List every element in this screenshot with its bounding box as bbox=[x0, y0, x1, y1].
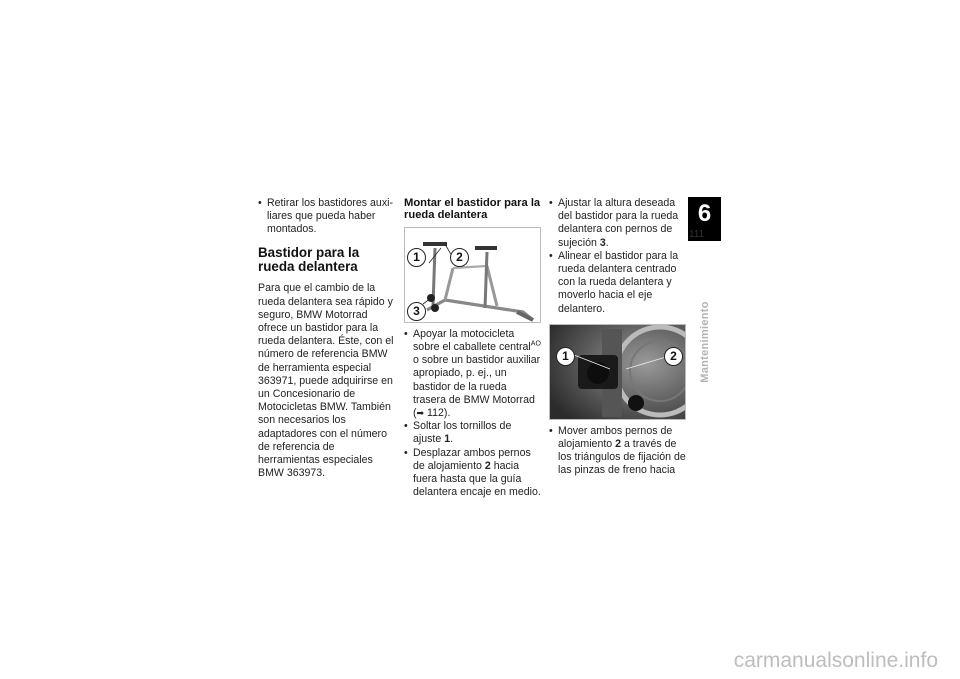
list-item: • Mover ambos pernos de alojamiento 2 a través de los triángulos de fijación de las pinzas de freno hacia bbox=[549, 425, 686, 478]
arrow-right-icon: ➡ bbox=[416, 408, 425, 419]
column-3 bbox=[549, 197, 686, 478]
callout-1: 1 bbox=[407, 248, 426, 267]
callout-2: 2 bbox=[450, 248, 469, 267]
watermark: carmanualsonline.info bbox=[733, 649, 938, 672]
front-wheel-photo-illustration bbox=[550, 325, 686, 420]
intro-paragraph: Para que el cambio de la rueda delantera sea rápido y seguro, BMW Motorrad ofrece un bastidor para la rueda delantera. Éste, con el número de referencia BMW de herramienta especial 363971, puede adquirirse en un Concesionario de Motocicletas BMW. También son necesarios los adaptadores con el número de referencia de herramientas especiales BMW 363973. bbox=[258, 282, 394, 480]
list-item: • Ajustar la altura deseada del bastidor para la rueda delantera con pernos de sujeción 3. bbox=[549, 197, 686, 250]
ao-superscript: AO bbox=[530, 340, 541, 348]
column-1 bbox=[258, 197, 395, 480]
page-number: 111 bbox=[689, 229, 705, 240]
stand-figure bbox=[404, 227, 541, 323]
bullet-list-1 bbox=[258, 197, 395, 237]
list-item: • Desplazar ambos pernos de alojamiento 2 hacia fuera hasta que la guía delantera encaje en medio. bbox=[404, 447, 541, 500]
list-item: • Soltar los tornillos de ajuste 1. bbox=[404, 420, 541, 446]
bullet-list-4 bbox=[549, 425, 686, 478]
bullet-list-3 bbox=[549, 197, 686, 316]
callout-2: 2 bbox=[664, 347, 683, 366]
bullet-list-2 bbox=[404, 328, 541, 500]
section-heading: Bastidor para la rueda delantera bbox=[258, 244, 360, 275]
list-item: • Apoyar la motocicleta sobre el caballete central$^{AO}$ o sobre un bastidor auxiliar apropiado, p. ej., un bastidor de la rueda trasera de BMW Motorrad (➡ 112). bbox=[404, 328, 541, 420]
callout-1: 1 bbox=[556, 347, 575, 366]
page-reference-link[interactable]: 112). bbox=[424, 407, 451, 420]
column-2 bbox=[404, 197, 541, 499]
list-item: • Retirar los bastidores auxi- liares que pueda haber montados. bbox=[258, 197, 395, 237]
chapter-number: 6 bbox=[697, 200, 712, 227]
list-item: • Alinear el bastidor para la rueda delantera centrado con la rueda delantera y moverlo hacia el eje delantero. bbox=[549, 250, 686, 316]
wheel-photo-figure bbox=[549, 324, 686, 420]
subsection-heading: Montar el bastidor para la rueda delantera bbox=[404, 197, 541, 222]
callout-3: 3 bbox=[407, 302, 426, 321]
section-label: Mantenimiento bbox=[699, 301, 711, 383]
